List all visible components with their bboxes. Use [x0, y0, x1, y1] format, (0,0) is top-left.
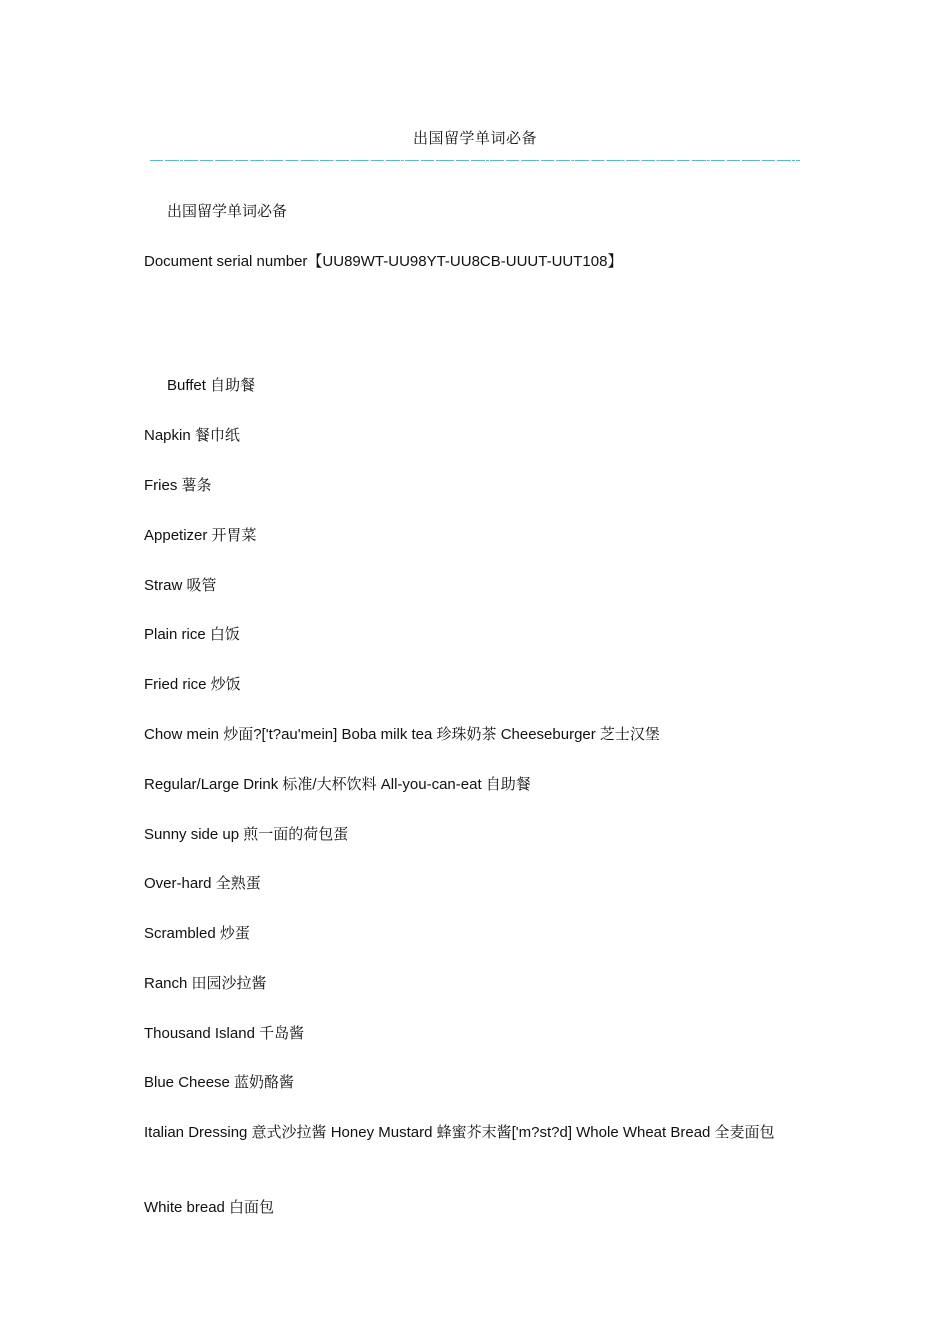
vocab-line: White bread 白面包: [144, 1199, 275, 1216]
vocab-line: Straw 吸管: [144, 577, 217, 594]
vocab-line: Chow mein 炒面?['t?au'mein] Boba milk tea 珍珠奶茶 Cheeseburger 芝士汉堡: [144, 726, 660, 743]
header-divider: [150, 160, 800, 161]
vocab-line: Blue Cheese 蓝奶酪酱: [144, 1074, 295, 1091]
vocab-line: Appetizer 开胃菜: [144, 527, 257, 544]
vocab-line: Over-hard 全熟蛋: [144, 875, 261, 892]
vocab-line: Scrambled 炒蛋: [144, 925, 250, 942]
vocab-line: Fried rice 炒饭: [144, 676, 241, 693]
vocab-line: Regular/Large Drink 标准/大杯饮料 All-you-can-eat 自助餐: [144, 776, 531, 793]
vocab-line: Italian Dressing 意式沙拉酱 Honey Mustard 蜂蜜芥末酱['m?st?d] Whole Wheat Bread 全麦面包: [144, 1124, 775, 1141]
serial-number: Document serial number【UU89WT-UU98YT-UU8CB-UUUT-UUT108】: [144, 253, 623, 270]
vocab-line: Plain rice 白饭: [144, 626, 240, 643]
vocab-line: Ranch 田园沙拉酱: [144, 975, 267, 992]
vocab-line: Thousand Island 千岛酱: [144, 1025, 305, 1042]
page-header-title: 出国留学单词必备: [412, 129, 537, 147]
vocab-line: Fries 薯条: [144, 477, 212, 494]
document-subtitle: 出国留学单词必备: [167, 202, 288, 220]
vocab-line: Buffet 自助餐: [167, 377, 256, 394]
vocab-line: Sunny side up 煎一面的荷包蛋: [144, 826, 349, 843]
vocab-line: Napkin 餐巾纸: [144, 427, 240, 444]
